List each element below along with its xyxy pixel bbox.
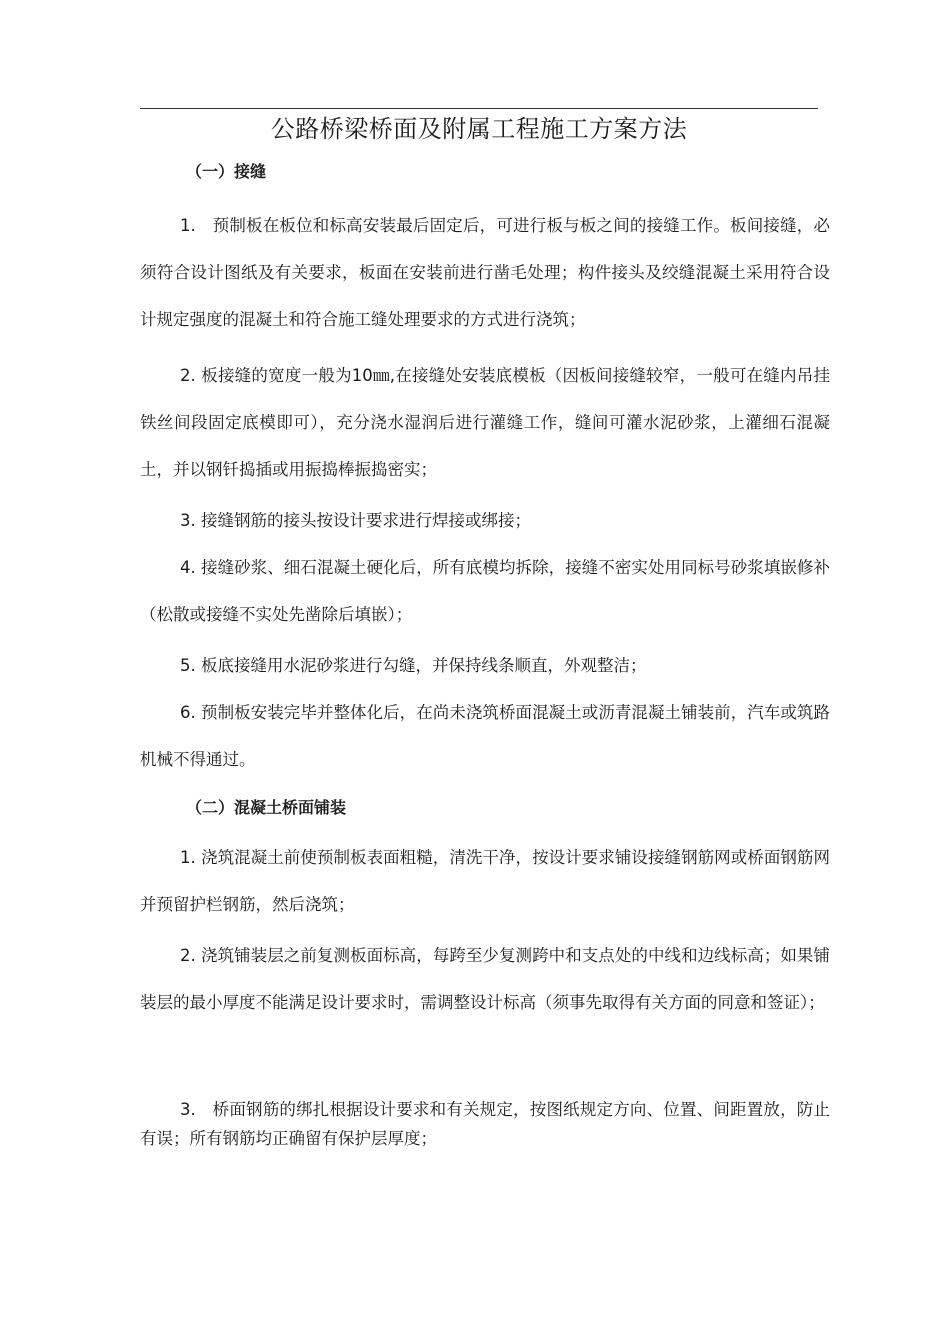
paragraph-paving-1: 1. 浇筑混凝土前使预制板表面粗糙，清洗干净，按设计要求铺设接缝钢筋网或桥面钢筋网并预留护栏钢筋，然后浇筑； bbox=[140, 848, 830, 914]
header-rule bbox=[140, 108, 818, 109]
paragraph-joints-3: 3. 接缝钢筋的接头按设计要求进行焊接或绑接； bbox=[180, 511, 531, 530]
paragraph-joints-1: 1. 预制板在板位和标高安装最后固定后，可进行板与板之间的接缝工作。板间接缝，必须符合设计图纸及有关要求，板面在安装前进行凿毛处理；构件接头及绞缝混凝土采用符合设计规定强度的混凝土和符合施工缝处理要求的方式进行浇筑； bbox=[140, 216, 830, 329]
paragraph-joints-2: 2. 板接缝的宽度一般为10㎜,在接缝处安装底模板（因板间接缝较窄，一般可在缝内吊挂铁丝间段固定底模即可），充分浇水湿润后进行灌缝工作，缝间可灌水泥砂浆，上灌细石混凝土，并以钢钎捣插或用振捣棒振捣密实； bbox=[140, 366, 830, 479]
paragraph-joints-6: 6. 预制板安装完毕并整体化后，在尚未浇筑桥面混凝土或沥青混凝土铺装前，汽车或筑路机械不得通过。 bbox=[140, 703, 830, 769]
paragraph-paving-2: 2. 浇筑铺装层之前复测板面标高，每跨至少复测跨中和支点处的中线和边线标高；如果铺装层的最小厚度不能满足设计要求时，需调整设计标高（须事先取得有关方面的同意和签证）； bbox=[140, 946, 830, 1012]
paragraph-joints-4: 4. 接缝砂浆、细石混凝土硬化后，所有底模均拆除，接缝不密实处用同标号砂浆填嵌修补（松散或接缝不实处先凿除后填嵌）； bbox=[140, 558, 830, 624]
paragraph-paving-3: 3. 桥面钢筋的绑扎根据设计要求和有关规定，按图纸规定方向、位置、间距置放，防止有误；所有钢筋均正确留有保护层厚度； bbox=[140, 1100, 830, 1148]
paragraph-joints-5: 5. 板底接缝用水泥砂浆进行勾缝，并保持线条顺直，外观整洁； bbox=[180, 656, 647, 675]
section-heading-joints: （一）接缝 bbox=[186, 162, 267, 181]
section-heading-deck-paving: （二）混凝土桥面铺装 bbox=[186, 798, 347, 817]
page-title: 公路桥梁桥面及附属工程施工方案方法 bbox=[270, 115, 688, 143]
